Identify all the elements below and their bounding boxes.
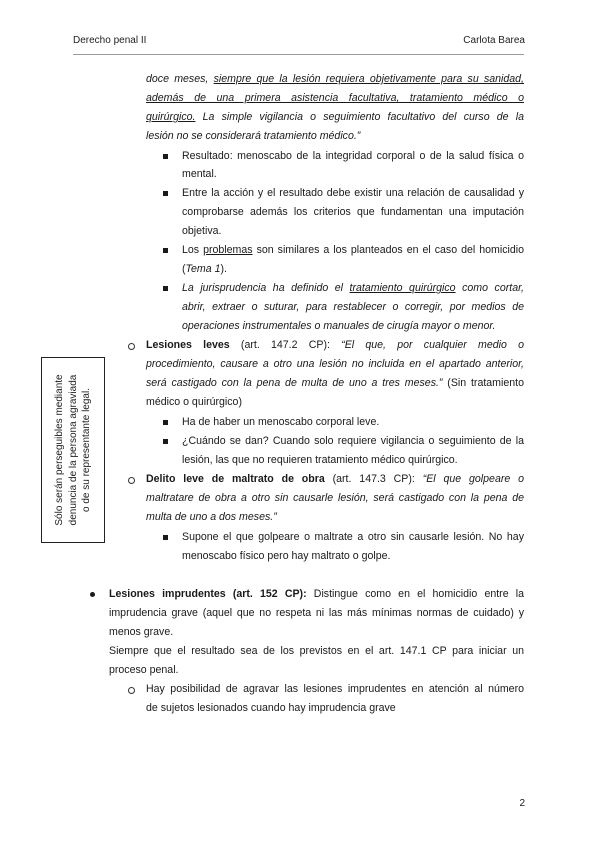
side-note-line-1: Sólo serán perseguibles mediante — [53, 374, 65, 526]
side-note-box — [41, 357, 105, 543]
impr-sub-line-2: de sujetos lesionados cuando hay imprudencia grave — [146, 702, 396, 714]
bullet-jurisprudencia-line-3: operaciones instrumentales o manuales de cirugía mayor o menor. — [182, 320, 496, 332]
cont-line-1: doce meses, siempre que la lesión requiera objetivamente para su sanidad, — [146, 73, 524, 85]
cont-line-4: lesión no se considerará tratamiento médico.” — [146, 130, 361, 142]
side-note-line-3: o de su representante legal. — [80, 388, 92, 512]
impr-line-5: proceso penal. — [109, 664, 179, 676]
leves-line-3: será castigado con la pena de multa de uno a tres meses.” (Sin tratamiento — [146, 377, 524, 389]
bullet-resultado-line-2: mental. — [182, 168, 217, 180]
leves-line-4: médico o quirúrgico) — [146, 396, 242, 408]
circle-bullet-icon — [128, 477, 135, 484]
bullet-causalidad-line-3: objetiva. — [182, 225, 222, 237]
leves-line-1: Lesiones leves (art. 147.2 CP): “El que, por cualquier medio o — [146, 339, 524, 351]
impr-line-1: Lesiones imprudentes (art. 152 CP): Distingue como en el homicidio entre la — [109, 588, 525, 600]
square-bullet-icon — [163, 420, 168, 425]
circle-bullet-icon — [128, 687, 135, 694]
square-bullet-icon — [163, 286, 168, 291]
bullet-causalidad-line-2: comprobarse además los criterios que fundamentan una imputación — [182, 206, 524, 218]
leves-sub-cuando-line-1: ¿Cuándo se dan? Cuando solo requiere vigilancia o seguimiento de la — [182, 435, 524, 447]
header-author: Carlota Barea — [463, 35, 525, 46]
side-note-line-2: denuncia de la persona agraviada — [67, 374, 79, 526]
bullet-resultado-line-1: Resultado: menoscabo de la integridad corporal o de la salud física o — [182, 150, 524, 162]
delito-line-1: Delito leve de maltrato de obra (art. 147.3 CP): “El que golpeare o — [146, 473, 524, 485]
round-bullet-icon — [90, 592, 95, 597]
bullet-jurisprudencia-line-2: abrir, extraer o suturar, para restablecer o corregir, por medios de — [182, 301, 524, 313]
delito-line-2: maltratare de obra a otro sin causarle lesión, será castigado con la pena de — [146, 492, 524, 504]
cont-line-3: quirúrgico. La simple vigilancia o seguimiento facultativo del curso de la — [146, 111, 524, 123]
square-bullet-icon — [163, 248, 168, 253]
circle-bullet-icon — [128, 343, 135, 350]
square-bullet-icon — [163, 154, 168, 159]
page-number: 2 — [519, 798, 525, 809]
impr-line-2: imprudencia grave (aquel que no respeta ni las más mínimas normas de cuidado) y — [109, 607, 524, 619]
square-bullet-icon — [163, 439, 168, 444]
bullet-problemas-line-2: (Tema 1). — [182, 263, 227, 275]
impr-sub-line-1: Hay posibilidad de agravar las lesiones imprudentes en atención al número — [146, 683, 524, 695]
bullet-causalidad-line-1: Entre la acción y el resultado debe existir una relación de causalidad y — [182, 187, 524, 199]
delito-sub-line-1: Supone el que golpeare o maltrate a otro sin causarle lesión. No hay — [182, 531, 524, 543]
square-bullet-icon — [163, 191, 168, 196]
delito-sub-line-2: menoscabo físico pero hay maltrato o golpe. — [182, 550, 391, 562]
delito-line-3: multa de uno a dos meses.” — [146, 511, 277, 523]
bullet-problemas-line-1: Los problemas son similares a los planteados en el caso del homicidio — [182, 244, 524, 256]
square-bullet-icon — [163, 535, 168, 540]
impr-line-3: menos grave. — [109, 626, 174, 638]
leves-sub-cuando-line-2: lesión, las que no requieren tratamiento médico quirúrgico. — [182, 454, 458, 466]
leves-sub-menoscabo: Ha de haber un menoscabo corporal leve. — [182, 416, 380, 428]
impr-line-4: Siempre que el resultado sea de los previstos en el art. 147.1 CP para iniciar un — [109, 645, 524, 657]
header-course-title: Derecho penal II — [73, 35, 147, 46]
leves-line-2: procedimiento, causare a otro una lesión no incluida en el apartado anterior, — [146, 358, 524, 370]
side-note-text — [53, 362, 94, 538]
header-divider — [73, 54, 524, 55]
bullet-jurisprudencia-line-1: La jurisprudencia ha definido el tratamiento quirúrgico como cortar, — [182, 282, 524, 294]
cont-line-2: además de una primera asistencia facultativa, tratamiento médico o — [146, 92, 524, 104]
